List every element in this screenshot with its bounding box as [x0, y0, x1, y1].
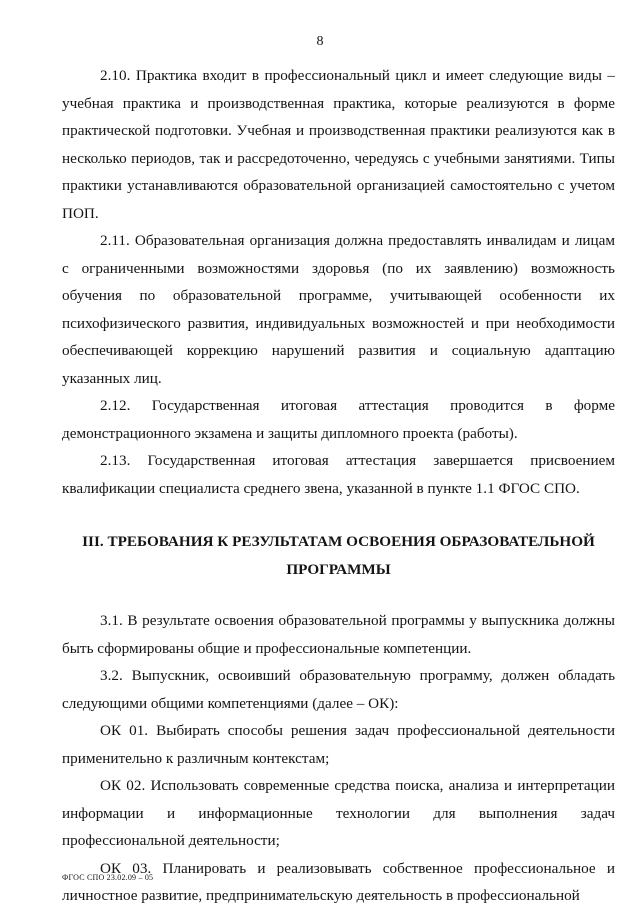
page-number: 8 — [316, 34, 324, 49]
paragraph-2-13: 2.13. Государственная итоговая аттестация завершается присвоением квалификации специалиста среднего звена, указанной в пункте 1.1 ФГОС СПО. — [62, 452, 615, 497]
paragraph-3-1: 3.1. В результате освоения образовательной программы у выпускника должны быть сформированы общие и профессиональные компетенции. — [62, 612, 615, 657]
paragraph-3-2: 3.2. Выпускник, освоивший образовательную программу, должен обладать следующими общими компетенциями (далее – ОК): — [62, 667, 615, 712]
competency-ok-03: ОК 03. Планировать и реализовывать собственное профессиональное и личностное развитие, предпринимательскую деятельность в профессиональной — [62, 859, 615, 904]
paragraph-2-12: 2.12. Государственная итоговая аттестация проводится в форме демонстрационного экзамена и защиты дипломного проекта (работы). — [62, 397, 615, 442]
competency-ok-02: ОК 02. Использовать современные средства поиска, анализа и интерпретации информации и информационные технологии для выполнения задач профессиональной деятельности; — [62, 777, 615, 849]
document-body — [62, 62, 615, 910]
document-footer-code: ФГОС СПО 23.02.09 – 05 — [62, 873, 154, 882]
paragraph-2-10: 2.10. Практика входит в профессиональный цикл и имеет следующие виды – учебная практика и производственная практика, которые реализуются в форме практической подготовки. Учебная и производственная практики реализуются как в несколько периодов, так и рассредоточенно, чередуясь с учебными занятиями. Типы практики устанавливаются образовательной организацией самостоятельно с учетом ПОП. — [62, 67, 615, 222]
competency-ok-01: ОК 01. Выбирать способы решения задач профессиональной деятельности применительно к различным контекстам; — [62, 722, 615, 767]
paragraph-2-11: 2.11. Образовательная организация должна предоставлять инвалидам и лицам с ограниченными возможностями здоровья (по их заявлению) возможность обучения по образовательной программе, учитывающей особенности их психофизического развития, индивидуальных возможностей и при необходимости обеспечивающей коррекцию нарушений развития и социальную адаптацию указанных лиц. — [62, 232, 615, 387]
section-heading: III. ТРЕБОВАНИЯ К РЕЗУЛЬТАТАМ ОСВОЕНИЯ ОБРАЗОВАТЕЛЬНОЙ ПРОГРАММЫ — [82, 533, 595, 578]
